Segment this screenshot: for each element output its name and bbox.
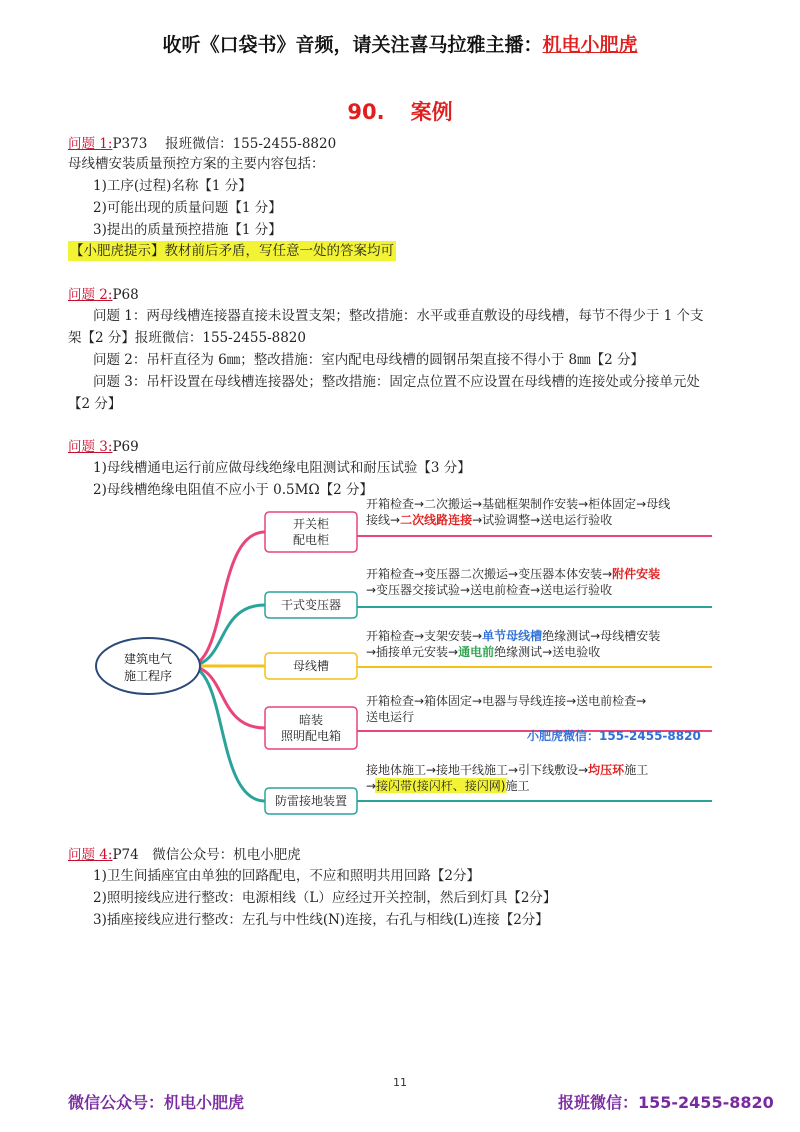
q4-meta: P74 微信公众号：机电小肥虎 xyxy=(112,847,301,863)
q1-label: 问题 1: xyxy=(68,136,113,152)
q4-heading xyxy=(68,845,301,865)
header-host-link[interactable]: 机电小肥虎 xyxy=(542,34,638,56)
q1-item: 2)可能出现的质量问题【1 分】 xyxy=(93,200,282,216)
center-node xyxy=(96,638,200,694)
q1-item: 3)提出的质量预控措施【1 分】 xyxy=(93,222,282,238)
section-title-text: 案例 xyxy=(410,100,453,124)
branch-label: 母线槽 xyxy=(292,659,330,673)
q2-line: 问题 1：两母线槽连接器直接未设置支架；整改措施：水平或垂直敷设的母线槽，每节不得少于 1 个支 xyxy=(93,308,704,324)
mindmap-connector xyxy=(188,605,265,666)
center-node-label: 施工程序 xyxy=(123,669,173,683)
q1-tip: 【小肥虎提示】教材前后矛盾，写任意一处的答案均可 xyxy=(70,243,394,259)
branch-description-segment: 开箱检查→箱体固定→电器与导线连接→送电前检查→ xyxy=(366,694,647,708)
branch-description-segment: →变压器交接试验→送电前检查→送电运行验收 xyxy=(366,583,613,597)
branch-description-segment: 开箱检查→变压器二次搬运→变压器本体安装→ xyxy=(366,567,613,581)
q3-item: 1)母线槽通电运行前应做母线绝缘电阻测试和耐压试验【3 分】 xyxy=(93,460,471,476)
branch-description-segment: 接线→ xyxy=(366,513,401,527)
q2-line: 架【2 分】报班微信：155-2455-8820 xyxy=(68,330,306,346)
header-text: 收听《口袋书》音频，请关注喜马拉雅主播： xyxy=(162,34,543,56)
branch-description-segment: →试验调整→送电运行验收 xyxy=(472,513,613,527)
footer-left: 微信公众号：机电小肥虎 xyxy=(68,1093,245,1112)
branch-description xyxy=(366,628,660,643)
mindmap-watermark: 小肥虎微信：155-2455-8820 xyxy=(527,729,701,743)
q1-item: 1)工序(过程)名称【1 分】 xyxy=(93,178,252,194)
branch-description xyxy=(366,762,648,777)
q2-meta: P68 xyxy=(112,287,139,303)
branch-description-segment: 开箱检查→支架安装→ xyxy=(366,629,483,643)
q4-item: 1)卫生间插座宜由单独的回路配电，不应和照明共用回路【2分】 xyxy=(93,868,480,884)
branch-description-segment: 接闪带(接闪杆、接闪网) xyxy=(376,779,506,793)
q4-label: 问题 4: xyxy=(68,847,113,863)
branch-description xyxy=(366,644,600,659)
q3-item: 2)母线槽绝缘电阻值不应小于 0.5MΩ【2 分】 xyxy=(93,482,374,498)
footer-right: 报班微信：155-2455-8820 xyxy=(558,1093,774,1112)
branch-description xyxy=(366,778,529,793)
branch-label: 暗装 xyxy=(298,713,324,727)
q2-line: 问题 2：吊杆直径为 6㎜；整改措施：室内配电母线槽的圆钢吊架直接不得小于 8㎜【2 分】 xyxy=(93,352,645,368)
branch-description-segment: 接地体施工→接地干线施工→引下线敷设→ xyxy=(366,763,589,777)
section-number: 90. xyxy=(347,100,385,124)
branch-description-segment: 绝缘测试→母线槽安装 xyxy=(542,629,661,643)
branch-label: 开关柜 xyxy=(292,517,330,531)
mindmap-connector xyxy=(188,666,265,728)
branch-label: 干式变压器 xyxy=(280,598,342,612)
branch-description-segment: 送电运行 xyxy=(366,710,415,724)
branch-description-segment: 二次线路连接 xyxy=(400,513,473,527)
branch-description xyxy=(366,496,670,511)
branch-description-segment: → xyxy=(366,779,377,793)
branch-description-segment: 施工 xyxy=(505,779,530,793)
mindmap-connector xyxy=(188,666,265,801)
branch-description-segment: 单节母线槽 xyxy=(482,629,543,643)
q1-intro: 母线槽安装质量预控方案的主要内容包括： xyxy=(68,156,325,172)
branch-description xyxy=(366,582,612,597)
branch-description-segment: →插接单元安装→ xyxy=(366,645,459,659)
branch-description-segment: 均压环 xyxy=(588,763,625,777)
q4-item: 3)插座接线应进行整改：左孔与中性线(N)连接，右孔与相线(L)连接【2分】 xyxy=(93,912,549,928)
q3-label: 问题 3: xyxy=(68,439,113,455)
branch-label: 防雷接地装置 xyxy=(274,794,348,808)
mindmap-connector xyxy=(188,532,265,666)
branch-description xyxy=(366,566,660,581)
q2-label: 问题 2: xyxy=(68,287,113,303)
branch-description-segment: 开箱检查→二次搬运→基础框架制作安装→柜体固定→母线 xyxy=(366,497,671,511)
branch-description-segment: 绝缘测试→送电验收 xyxy=(494,645,601,659)
q1-meta: P373 报班微信：155-2455-8820 xyxy=(112,136,337,152)
q2-line: 【2 分】 xyxy=(68,396,122,412)
q3-meta: P69 xyxy=(112,439,139,455)
page-number: 11 xyxy=(393,1076,407,1089)
q4-item: 2)照明接线应进行整改：电源相线（L）应经过开关控制，然后到灯具【2分】 xyxy=(93,890,557,906)
branch-label: 照明配电箱 xyxy=(280,729,342,743)
branch-description-segment: 通电前 xyxy=(458,645,495,659)
branch-description xyxy=(366,709,414,724)
branch-description-segment: 附件安装 xyxy=(612,567,661,581)
center-node-label: 建筑电气 xyxy=(123,652,173,666)
branch-description xyxy=(366,512,612,527)
branch-label: 配电柜 xyxy=(292,533,330,547)
q2-line: 问题 3：吊杆设置在母线槽连接器处；整改措施：固定点位置不应设置在母线槽的连接处或分接单元处 xyxy=(93,374,700,390)
branch-description xyxy=(366,693,646,708)
branch-description-segment: 施工 xyxy=(624,763,649,777)
